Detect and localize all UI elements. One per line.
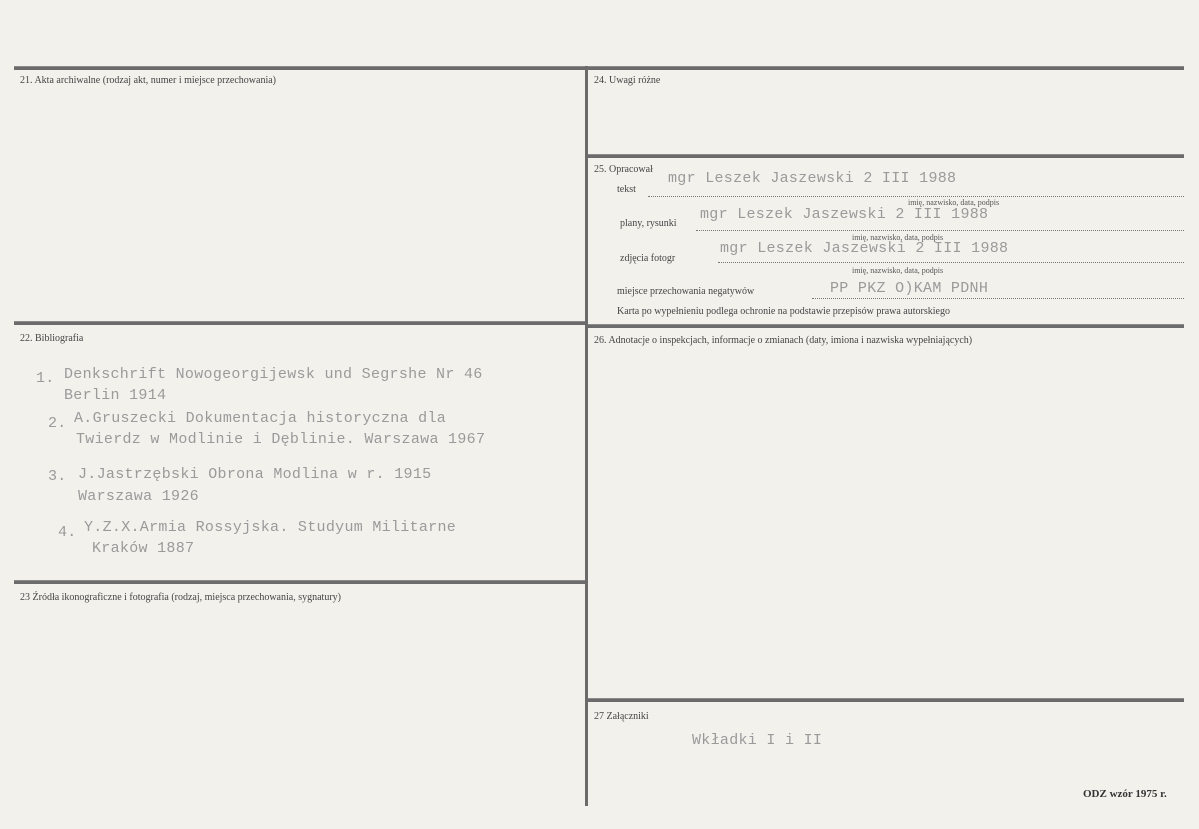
bib-entry-1-line2: Berlin 1914 (64, 387, 167, 404)
author-text-caption: imię, nazwisko, data, podpis (908, 198, 1000, 207)
section-21-label: 21. Akta archiwalne (rodzaj akt, numer i miejsce przechowania) (20, 75, 277, 86)
author-photos-label: zdjęcia fotogr (620, 253, 676, 264)
section-22-label: 22. Bibliografia (20, 333, 84, 344)
negatives-value: PP PKZ O)KAM PDNH (830, 280, 989, 297)
bib-entry-2-line2: Twierdz w Modlinie i Dęblinie. Warszawa 1967 (76, 431, 486, 448)
section-26-label: 26. Adnotacje o inspekcjach, informacje o zmianach (daty, imiona i nazwiska wypełniających) (594, 335, 973, 346)
bib-entry-3-line2: Warszawa 1926 (78, 488, 199, 505)
bib-entry-4-num: 4. (58, 524, 77, 541)
section-25-label: 25. Opracował (594, 164, 653, 175)
author-photos-value: mgr Leszek Jaszewski 2 III 1988 (720, 240, 1009, 257)
section-23-label: 23 Źródła ikonograficzne i fotografia (rodzaj, miejsca przechowania, sygnatury) (20, 592, 341, 603)
bib-entry-1-line1: Denkschrift Nowogeorgijewsk und Segrshe Nr 46 (64, 366, 483, 383)
bib-entry-2-num: 2. (48, 415, 67, 432)
bib-entry-4-line2: Kraków 1887 (92, 540, 195, 557)
rule-22-top (14, 321, 585, 325)
author-text-label: tekst (617, 184, 636, 195)
bib-entry-4-line1: Y.Z.X.Armia Rossyjska. Studyum Militarne (84, 519, 457, 536)
form-id: ODZ wzór 1975 r. (1083, 788, 1167, 800)
author-drawings-caption: imię, nazwisko, data, podpis (852, 233, 944, 242)
author-photos-line (718, 261, 1184, 263)
rule-27-top (588, 698, 1184, 702)
author-drawings-line (696, 229, 1184, 231)
section-24-label: 24. Uwagi różne (594, 75, 661, 86)
author-drawings-value: mgr Leszek Jaszewski 2 III 1988 (700, 206, 989, 223)
rule-25-top (588, 154, 1184, 158)
author-text-line (648, 195, 1184, 197)
negatives-line (812, 297, 1184, 299)
bib-entry-3-num: 3. (48, 468, 67, 485)
rule-23-top (14, 580, 585, 584)
section-27-label: 27 Załączniki (594, 711, 649, 722)
bib-entry-1-num: 1. (36, 370, 55, 387)
top-rule (14, 66, 1184, 70)
bib-entry-2-line1: A.Gruszecki Dokumentacja historyczna dla (74, 410, 447, 427)
center-divider (585, 66, 588, 806)
author-drawings-label: plany, rysunki (620, 218, 677, 229)
copyright-note: Karta po wypełnieniu podlega ochronie na podstawie przepisów prawa autorskiego (617, 306, 950, 317)
author-text-value: mgr Leszek Jaszewski 2 III 1988 (668, 170, 957, 187)
author-photos-caption: imię, nazwisko, data, podpis (852, 266, 944, 275)
negatives-label: miejsce przechowania negatywów (617, 286, 755, 297)
attachments-value: Wkładki I i II (692, 732, 823, 749)
rule-26-top (588, 324, 1184, 328)
bib-entry-3-line1: J.Jastrzębski Obrona Modlina w r. 1915 (78, 466, 432, 483)
